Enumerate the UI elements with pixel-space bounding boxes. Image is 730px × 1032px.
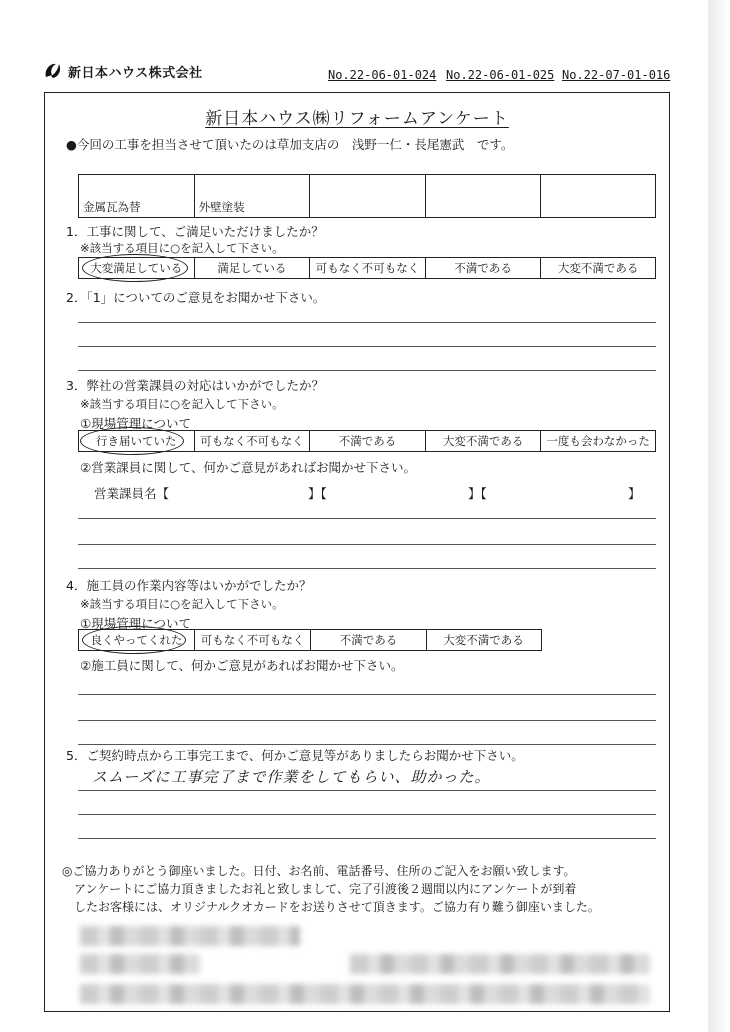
q4-subheading-site-management: ①現場管理について	[80, 616, 191, 631]
q4-option[interactable]: 良くやってくれた	[79, 630, 195, 650]
q2-question: 2．「1」についてのご意見をお聞かせ下さい。	[66, 290, 326, 305]
q3-subheading-site-management: ①現場管理について	[80, 416, 191, 431]
q1-option[interactable]: 不満である	[426, 258, 542, 278]
q2-answer-line	[78, 346, 656, 347]
survey-title: 新日本ハウス㈱リフォームアンケート	[205, 109, 509, 129]
q3-answer-line	[78, 568, 656, 569]
q1-question: 1．工事に関して、ご満足いただけましたか？	[66, 224, 324, 239]
staff-name-field-3[interactable]: 】	[628, 486, 641, 501]
q2-answer-line	[78, 370, 656, 371]
q3-answer-line	[78, 544, 656, 545]
redacted-phone	[350, 954, 650, 974]
q1-option[interactable]: 満足している	[195, 258, 311, 278]
q3-question: 3．弊社の営業課員の対応はいかがでしたか？	[66, 378, 324, 393]
q4-answer-line	[78, 720, 656, 721]
doc-number-2: No.22-06-01-025	[446, 68, 555, 82]
q4-option[interactable]: 大変不満である	[443, 633, 524, 647]
redacted-address	[80, 984, 650, 1004]
work-items-grid	[78, 174, 656, 218]
work-item-cell	[310, 175, 426, 217]
q3-note: ※該当する項目に○を記入して下さい。	[80, 397, 284, 411]
q4-note: ※該当する項目に○を記入して下さい。	[80, 597, 284, 611]
q3-option[interactable]: 行き届いていた	[79, 431, 195, 451]
q4-answer-line	[78, 744, 656, 745]
q1-option[interactable]: 大変満足している	[79, 258, 195, 278]
paper-edge-shadow	[708, 0, 730, 1032]
company-name: 新日本ハウス株式会社	[68, 65, 203, 81]
doc-number-3: No.22-07-01-016	[562, 68, 671, 82]
staff-name-field-2[interactable]: 】【	[468, 486, 487, 501]
company-logo	[42, 60, 203, 82]
q1-note: ※該当する項目に○を記入して下さい。	[80, 241, 284, 255]
q3-answer-line	[78, 518, 656, 519]
doc-number-1: No.22-06-01-024	[328, 68, 437, 82]
work-item-cell	[541, 175, 655, 217]
footer-line-1: ◎ご協力ありがとう御座いました。日付、お名前、電話番号、住所のご記入をお願い致します。	[62, 864, 576, 878]
staff-name-field-1[interactable]: 】【	[308, 486, 327, 501]
intro-text: ●今回の工事を担当させて頂いたのは草加支店の 浅野一仁・長尾憲武 です。	[66, 137, 514, 152]
q3-selected-circle	[80, 427, 184, 455]
q5-answer-line	[78, 814, 656, 815]
q4-subheading-comments: ②施工員に関して、何かご意見があればお聞かせ下さい。	[80, 658, 404, 673]
q5-answer-line	[78, 790, 656, 791]
q4-question: 4．施工員の作業内容等はいかがでしたか？	[66, 578, 312, 593]
work-item-cell	[426, 175, 542, 217]
q4-selected-circle	[82, 626, 186, 654]
q1-option[interactable]: 可もなく不可もなく	[310, 258, 426, 278]
q5-handwritten-answer: スムーズに工事完了まで作業をしてもらい、助かった。	[92, 768, 491, 786]
footer-line-2: アンケートにご協力頂きましたお礼と致しまして、完了引渡後２週間以内にアンケートが到着	[74, 882, 577, 896]
q4-option[interactable]: 不満である	[311, 630, 427, 650]
q4-option[interactable]: 可もなく不可もなく	[195, 630, 311, 650]
redacted-name	[80, 954, 200, 974]
q3-option[interactable]: 一度も会わなかった	[546, 434, 650, 448]
q4-answer-line	[78, 694, 656, 695]
q3-subheading-comments: ②営業課員に関して、何かご意見があればお聞かせ下さい。	[80, 460, 416, 475]
company-logo-mark-icon	[42, 60, 64, 82]
q3-option[interactable]: 大変不満である	[426, 431, 542, 451]
q1-selected-circle	[82, 254, 188, 282]
q3-option[interactable]: 不満である	[310, 431, 426, 451]
q5-question: 5．ご契約時点から工事完工まで、何かご意見等がありましたらお聞かせ下さい。	[66, 748, 524, 763]
q3-option[interactable]: 可もなく不可もなく	[195, 431, 311, 451]
q1-option[interactable]: 大変不満である	[557, 261, 639, 275]
work-item-cell: 外壁塗装	[195, 175, 311, 217]
work-item-cell: 金属瓦為替	[79, 175, 195, 217]
staff-name-label: 営業課員名【	[94, 486, 170, 501]
footer-line-3: したお客様には、オリジナルクオカードをお送りさせて頂きます。ご協力有り難う御座いました。	[74, 900, 600, 914]
redacted-date-name	[80, 926, 300, 946]
q2-answer-line	[78, 322, 656, 323]
q5-answer-line	[78, 838, 656, 839]
